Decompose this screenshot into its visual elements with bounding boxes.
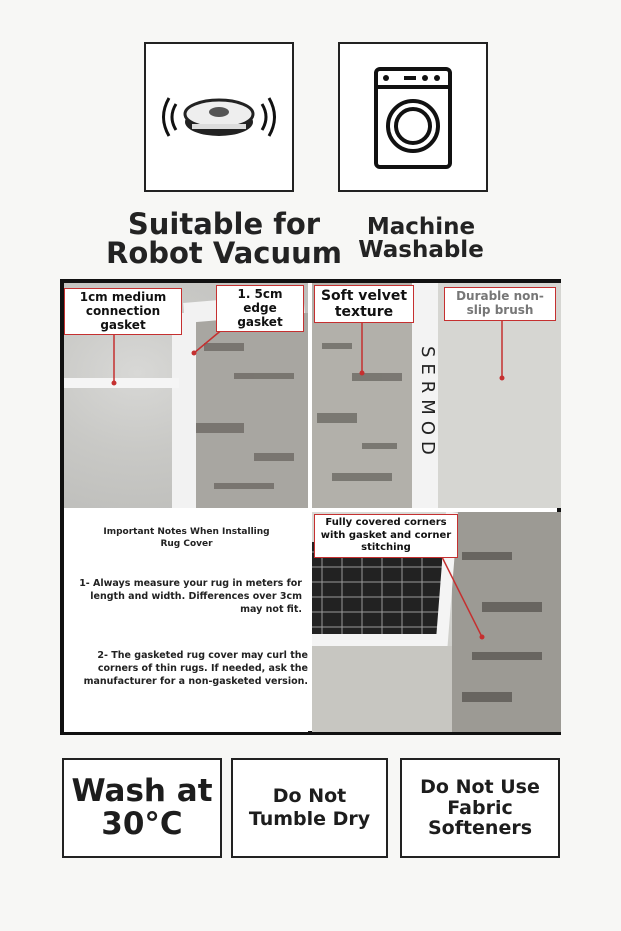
wash-temp-box — [62, 758, 222, 858]
velvet-callout: Soft velvet texture — [314, 285, 414, 323]
edge-gasket-callout: 1. 5cm edge gasket — [216, 285, 304, 332]
robot-vacuum-icon-box — [144, 42, 294, 192]
notes-title: Important Notes When Installing Rug Cover — [103, 527, 270, 550]
robot-vacuum-label: Suitable for Robot Vacuum — [105, 207, 343, 270]
tumble-dry-label: Do Not Tumble Dry — [248, 785, 371, 830]
wash-temp-label: Wash at 30°C — [71, 773, 213, 842]
washable-label: Machine Washable — [358, 214, 484, 263]
gasket-1cm-callout: 1cm medium connection gasket — [64, 288, 182, 335]
tumble-dry-box — [231, 758, 388, 858]
edge-photo — [64, 283, 308, 508]
brand-label: SERMOD — [417, 345, 438, 461]
corners-callout: Fully covered corners with gasket and corner stitching — [314, 514, 458, 558]
note-2: 2- The gasketed rug cover may curl the corners of thin rugs. If needed, ask the manufacturer for a non-gasketed version. — [83, 650, 308, 687]
note-1: 1- Always measure your rug in meters for length and width. Differences over 3cm may not fit. — [79, 578, 302, 615]
texture-photo — [312, 283, 561, 508]
softener-label: Do Not Use Fabric Softeners — [420, 775, 540, 840]
washing-machine-icon — [340, 44, 486, 190]
softener-box — [400, 758, 560, 858]
brush-callout: Durable non-slip brush — [444, 287, 556, 321]
washing-machine-icon-box — [338, 42, 488, 192]
robot-vacuum-icon — [146, 44, 292, 190]
product-detail-grid — [60, 279, 561, 735]
corner-photo — [312, 512, 561, 732]
installation-notes — [64, 512, 308, 732]
